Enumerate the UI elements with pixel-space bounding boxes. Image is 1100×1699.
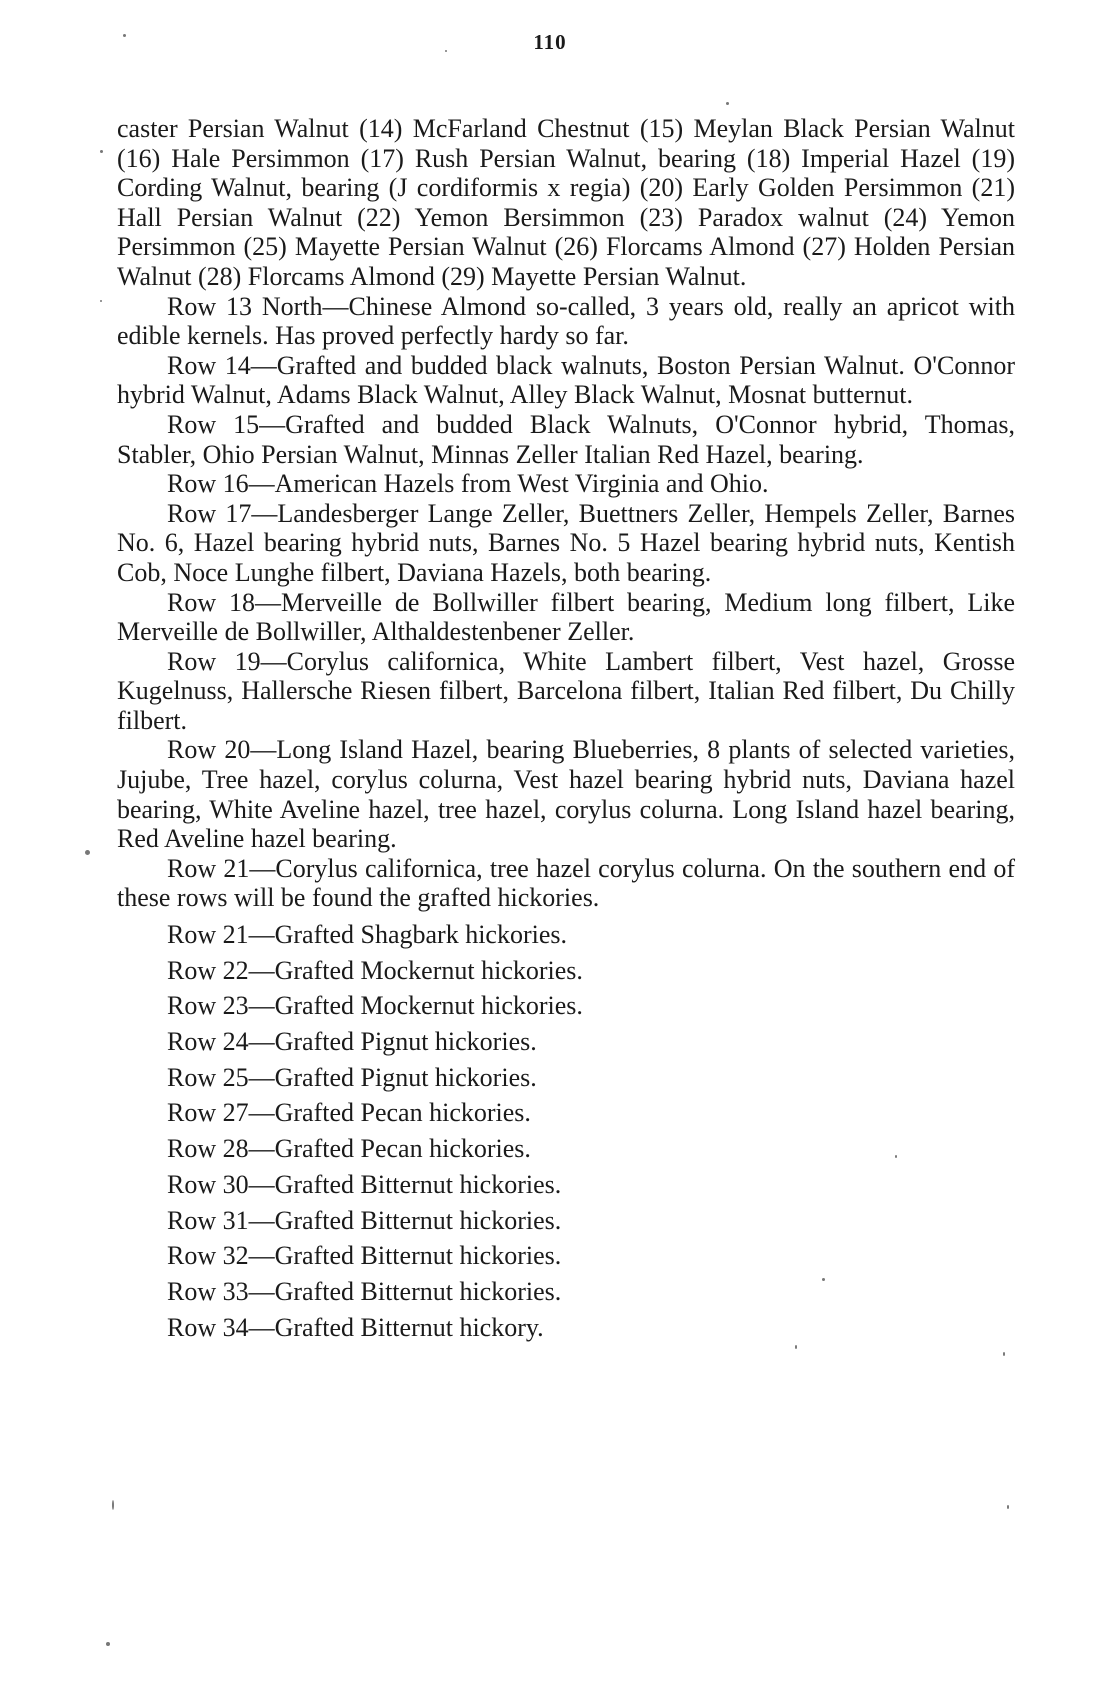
scan-speck bbox=[85, 850, 90, 855]
scan-speck bbox=[795, 1345, 797, 1349]
paragraph-row-15: Row 15—Grafted and budded Black Walnuts, O'Connor hybrid, Thomas, Stabler, Ohio Persian Walnut, Minnas Zeller Italian Red Hazel, bearing. bbox=[117, 409, 1015, 469]
paragraph-continuation: caster Persian Walnut (14) McFarland Chestnut (15) Meylan Black Persian Walnut (16) Hale Persimmon (17) Rush Persian Walnut, bearing (18) Imperial Hazel (19) Cording Walnut, bearing (J cordiformis x regia) (20) Early Golden Persimmon (21) Hall Persian Walnut (22) Yemon Bersimmon (23) Paradox walnut (24) Yemon Persimmon (25) Mayette Persian Walnut (26) Florcams Almond (27) Holden Persian Walnut (28) Florcams Almond (29) Mayette Persian Walnut. bbox=[117, 114, 1015, 291]
list-item: Row 21—Grafted Shagbark hickories. bbox=[167, 920, 568, 950]
scan-speck bbox=[822, 1278, 825, 1281]
scan-speck bbox=[1007, 1505, 1009, 1509]
scan-speck bbox=[112, 1500, 114, 1510]
scan-speck bbox=[106, 1642, 110, 1646]
paragraph-row-16: Row 16—American Hazels from West Virginia and Ohio. bbox=[167, 469, 769, 499]
list-item: Row 32—Grafted Bitternut hickories. bbox=[167, 1241, 562, 1271]
scan-speck bbox=[100, 300, 102, 302]
body-text bbox=[117, 114, 1015, 1345]
paragraph-row-20: Row 20—Long Island Hazel, bearing Blueberries, 8 plants of selected varieties, Jujube, Tree hazel, corylus colurna, Vest hazel bearing hybrid nuts, Daviana hazel bearing, White Aveline hazel, tree hazel, corylus colurna. Long Island hazel bearing, Red Aveline hazel bearing. bbox=[117, 735, 1015, 854]
list-item: Row 25—Grafted Pignut hickories. bbox=[167, 1062, 537, 1092]
scan-speck bbox=[1003, 1352, 1005, 1356]
list-item: Row 33—Grafted Bitternut hickories. bbox=[167, 1276, 562, 1306]
list-item: Row 34—Grafted Bitternut hickory. bbox=[167, 1312, 544, 1342]
list-item: Row 30—Grafted Bitternut hickories. bbox=[167, 1169, 562, 1199]
page-number: 110 bbox=[533, 30, 567, 54]
list-item: Row 24—Grafted Pignut hickories. bbox=[167, 1027, 537, 1057]
paragraph-row-18: Row 18—Merveille de Bollwiller filbert bearing, Medium long filbert, Like Merveille de Bollwiller, Althaldestenbener Zeller. bbox=[117, 587, 1015, 647]
list-item: Row 28—Grafted Pecan hickories. bbox=[167, 1134, 531, 1164]
scan-speck bbox=[100, 150, 103, 153]
scan-speck bbox=[123, 34, 126, 37]
paragraph-row-17: Row 17—Landesberger Lange Zeller, Buettners Zeller, Hempels Zeller, Barnes No. 6, Hazel bearing hybrid nuts, Barnes No. 5 Hazel bearing hybrid nuts, Kentish Cob, Noce Lunghe filbert, Daviana Hazels, both bearing. bbox=[117, 498, 1015, 587]
scan-speck bbox=[726, 102, 729, 105]
paragraph-row-13: Row 13 North—Chinese Almond so-called, 3 years old, really an apricot with edible kernels. Has proved perfectly hardy so far. bbox=[117, 291, 1015, 351]
hickory-row-list bbox=[117, 917, 1015, 1345]
list-item: Row 23—Grafted Mockernut hickories. bbox=[167, 991, 583, 1021]
list-item: Row 31—Grafted Bitternut hickories. bbox=[167, 1205, 562, 1235]
paragraph-row-21-corylus: Row 21—Corylus californica, tree hazel corylus colurna. On the southern end of these rows will be found the grafted hickories. bbox=[117, 853, 1015, 913]
paragraph-row-14: Row 14—Grafted and budded black walnuts, Boston Persian Walnut. O'Connor hybrid Walnut, Adams Black Walnut, Alley Black Walnut, Mosnat butternut. bbox=[117, 350, 1015, 410]
list-item: Row 27—Grafted Pecan hickories. bbox=[167, 1098, 531, 1128]
scan-speck bbox=[895, 1155, 897, 1158]
paragraph-row-19: Row 19—Corylus californica, White Lambert filbert, Vest hazel, Grosse Kugelnuss, Hallersche Riesen filbert, Barcelona filbert, Italian Red filbert, Du Chilly filbert. bbox=[117, 646, 1015, 735]
list-item: Row 22—Grafted Mockernut hickories. bbox=[167, 955, 583, 985]
scan-speck bbox=[445, 50, 447, 52]
